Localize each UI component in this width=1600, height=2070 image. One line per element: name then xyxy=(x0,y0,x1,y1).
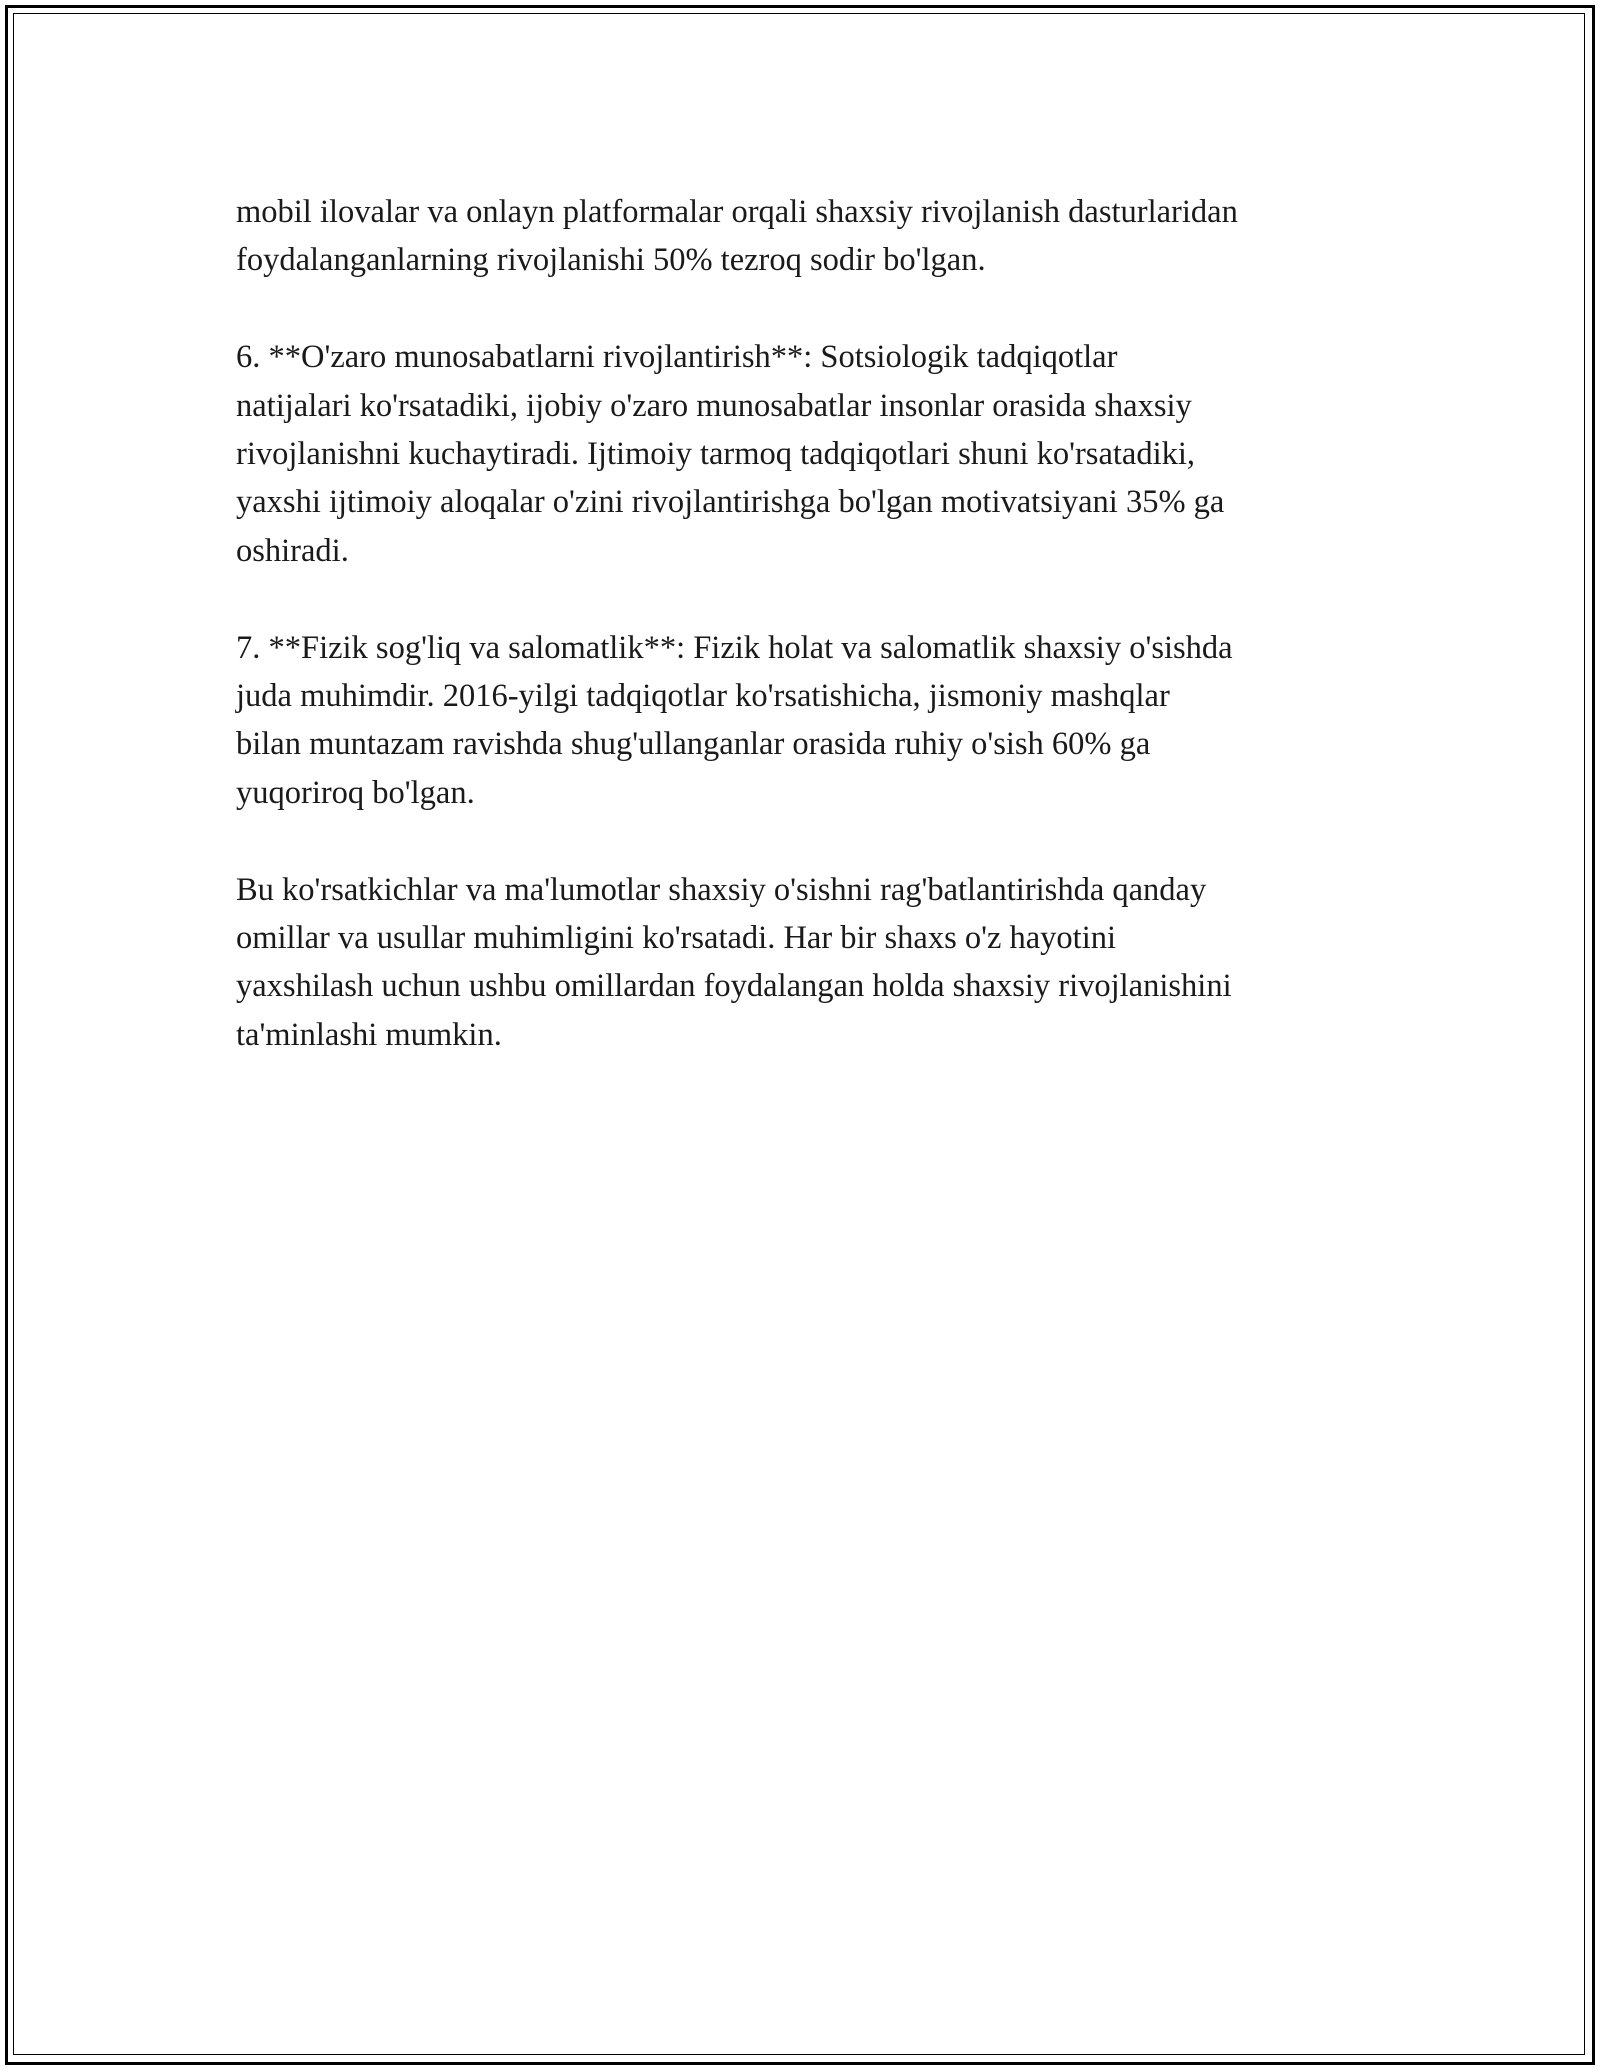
text-line: omillar va usullar muhimligini ko'rsatadi. Har bir shaxs o'z hayotini xyxy=(236,920,1117,957)
paragraph-continuation xyxy=(236,188,1376,285)
text-line: oshiradi. xyxy=(236,532,349,569)
text-line: ta'minlashi mumkin. xyxy=(236,1016,502,1053)
paragraph-item-7 xyxy=(236,624,1376,818)
text-line: rivojlanishni kuchaytiradi. Ijtimoiy tarmoq tadqiqotlari shuni ko'rsatadiki, xyxy=(236,436,1196,473)
document-body xyxy=(236,188,1376,1108)
text-line: foydalanganlarning rivojlanishi 50% tezroq sodir bo'lgan. xyxy=(236,242,986,279)
text-line: yuqoriroq bo'lgan. xyxy=(236,774,475,811)
text-line: bilan muntazam ravishda shug'ullanganlar orasida ruhiy o'sish 60% ga xyxy=(236,726,1151,763)
text-line: juda muhimdir. 2016-yilgi tadqiqotlar ko'rsatishicha, jismoniy mashqlar xyxy=(236,678,1170,715)
text-line: 6. **O'zaro munosabatlarni rivojlantirish**: Sotsiologik tadqiqotlar xyxy=(236,339,1118,376)
text-line: yaxshi ijtimoiy aloqalar o'zini rivojlantirishga bo'lgan motivatsiyani 35% ga xyxy=(236,484,1225,521)
text-line: Bu ko'rsatkichlar va ma'lumotlar shaxsiy o'sishni rag'batlantirishda qanday xyxy=(236,871,1207,908)
text-line: yaxshilash uchun ushbu omillardan foydalangan holda shaxsiy rivojlanishini xyxy=(236,968,1232,1005)
text-line: mobil ilovalar va onlayn platformalar orqali shaxsiy rivojlanish dasturlaridan xyxy=(236,194,1238,230)
text-line: natijalari ko'rsatadiki, ijobiy o'zaro munosabatlar insonlar orasida shaxsiy xyxy=(236,387,1192,424)
paragraph-item-6 xyxy=(236,333,1376,575)
paragraph-conclusion xyxy=(236,866,1376,1060)
text-line: 7. **Fizik sog'liq va salomatlik**: Fizik holat va salomatlik shaxsiy o'sishda xyxy=(236,629,1233,666)
